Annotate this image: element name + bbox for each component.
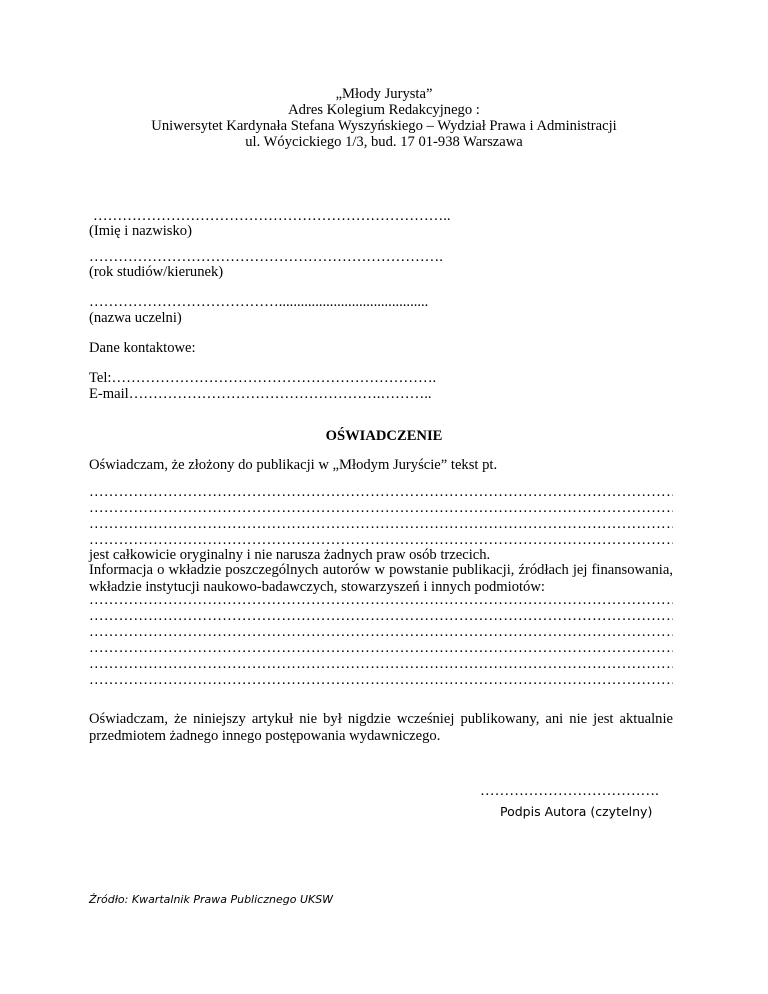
title-line-3 <box>89 516 673 533</box>
editorial-address-label: Adres Kolegium Redakcyjnego : <box>288 102 480 118</box>
contribution-line-6 <box>89 672 673 689</box>
source-note: Źródło: Kwartalnik Prawa Publicznego UKSW <box>89 893 334 906</box>
university-name: Uniwersytet Kardynała Stefana Wyszyńskiego – Wydział Prawa i Administracji <box>151 118 617 134</box>
contact-label: Dane kontaktowe: <box>89 340 196 356</box>
email-field: E-mail…………………………………………….……….. <box>89 386 432 402</box>
contribution-statement: Informacja o wkładzie poszczególnych autorów w powstanie publikacji, źródłach jej finansowania, wkładzie instytucji naukowo-badawczych, stowarzyszeń i innych podmiotów: <box>89 562 673 595</box>
name-field-label: (Imię i nazwisko) <box>89 223 192 239</box>
title-line-2 <box>89 500 673 517</box>
university-field-dots: …………………………………......................................... <box>89 294 429 310</box>
contribution-line-2 <box>89 608 673 625</box>
not-published-statement: Oświadczam, że niniejszy artykuł nie był nigdzie wcześniej publikowany, ani nie jest aktualnie przedmiotem żadnego innego postępowania wydawniczego. <box>89 711 673 744</box>
originality-statement: jest całkowicie oryginalny i nie narusza żadnych praw osób trzecich. <box>89 547 491 563</box>
declaration-title: OŚWIADCZENIE <box>325 428 443 444</box>
university-field-label: (nazwa uczelni) <box>89 310 182 326</box>
contribution-line-5 <box>89 656 673 673</box>
journal-name: „Młody Jurysta” <box>335 86 433 102</box>
signature-label: Podpis Autora (czytelny) <box>500 804 653 819</box>
contribution-line-1 <box>89 592 673 609</box>
signature-line: ………………………………. <box>480 783 659 799</box>
study-field-dots: ………………………………………………………………. <box>89 249 443 265</box>
title-line-1 <box>89 484 673 501</box>
name-field-dots: ……………………………………………………………….. <box>93 208 451 224</box>
tel-field: Tel:…………………………………………………………. <box>89 370 437 386</box>
study-field-label: (rok studiów/kierunek) <box>89 264 224 280</box>
declaration-intro: Oświadczam, że złożony do publikacji w „Młodym Juryście” tekst pt. <box>89 457 498 473</box>
contribution-line-3 <box>89 624 673 641</box>
contribution-line-4 <box>89 640 673 657</box>
street-address: ul. Wóycickiego 1/3, bud. 17 01-938 Warszawa <box>245 134 523 150</box>
